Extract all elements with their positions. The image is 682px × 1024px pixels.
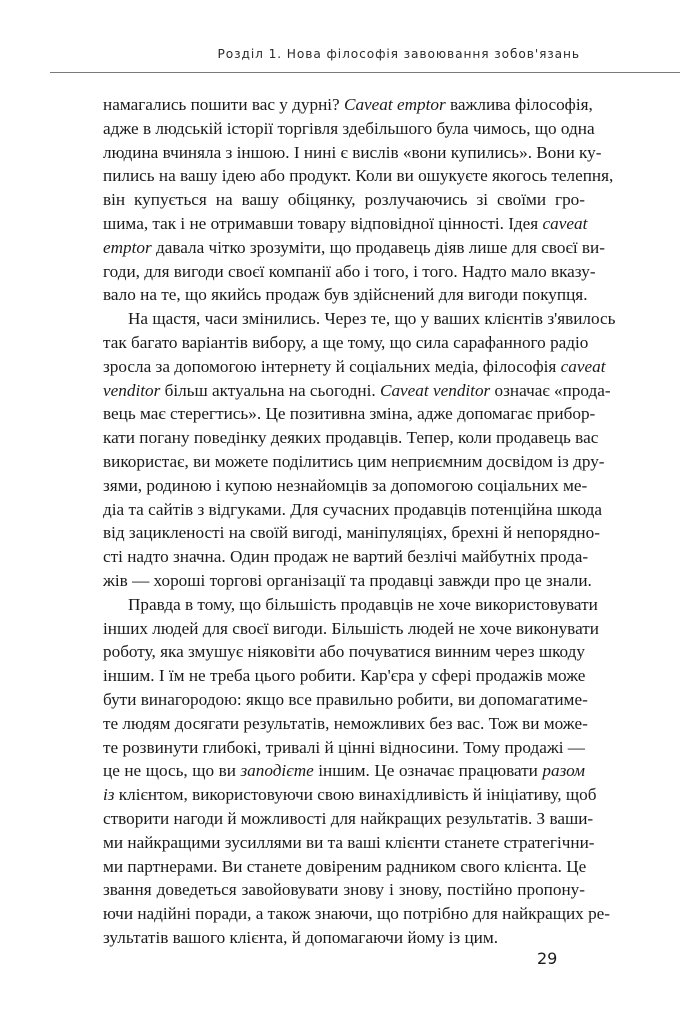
- text-run: інших людей для своєї вигоди. Більшість людей не хоче виконувати: [103, 618, 599, 638]
- text-run: іншим. І їм не треба цього робити. Кар'єра у сфері продажів може: [103, 666, 586, 686]
- text-line: [103, 283, 588, 307]
- text-line: [103, 664, 585, 688]
- text-line: [103, 593, 598, 617]
- text-run: людина вчиняла з іншою. І нині є вислів «вони купились». Вони ку-: [103, 142, 602, 162]
- text-run: вало на те, що якийсь продаж був здійснений для вигоди покупця.: [103, 285, 588, 305]
- text-run: На щастя, часи змінились. Через те, що у ваших клієнтів з'явилось: [128, 309, 616, 329]
- text-run: діа та сайтів з відгуками. Для сучасних продавців потенційна шкода: [103, 499, 603, 519]
- text-run: іншим. Це означає працювати: [313, 761, 543, 781]
- text-line: [103, 426, 599, 450]
- running-head: Розділ 1. Нова філософія завоювання зобов'язань: [217, 47, 580, 61]
- text-run: це не щось, що ви: [103, 761, 241, 781]
- text-run: ючи надійні поради, а також знаючи, що потрібно для найкращих ре-: [103, 904, 611, 924]
- text-line: [103, 807, 594, 831]
- text-line: [103, 236, 605, 260]
- text-line: [103, 926, 585, 950]
- text-line: [103, 307, 616, 331]
- italic-text: Caveat venditor: [379, 380, 491, 400]
- text-run: використає, ви можете поділитись цим неприємним досвідом із дру-: [103, 451, 605, 471]
- text-run: від зацикленості на своїй вигоді, маніпуляціях, брехні й непорядно-: [103, 523, 600, 543]
- text-line: [103, 712, 588, 736]
- text-run: зультатів вашого клієнта, й допомагаючи йому із цим.: [103, 927, 499, 947]
- text-run: клієнтом, використовуючи свою винахідливість й ініціативу, щоб: [114, 785, 597, 805]
- italic-text: Caveat emptor: [343, 95, 446, 114]
- text-run: ми партнерами. Ви станете довіреним радником свого клієнта. Це: [103, 856, 587, 876]
- text-run: вець має стерегтись». Це позитивна зміна, адже допомагає прибор-: [103, 404, 596, 424]
- text-line: [103, 141, 602, 165]
- text-line: [103, 521, 600, 545]
- text-line: [103, 498, 603, 522]
- text-run: так багато варіантів вибору, а ще тому, що сила сарафанного радіо: [103, 332, 589, 352]
- text-line: [103, 212, 588, 236]
- text-run: те розвинути глибокі, тривалі й цінні відносини. Тому продажі —: [103, 737, 585, 757]
- text-line: [103, 878, 585, 902]
- text-run: те людям досягати результатів, неможливих без вас. Тож ви може-: [103, 713, 588, 733]
- paragraph: [103, 93, 614, 307]
- text-run: кати погану поведінку деяких продавців. Тепер, коли продавець вас: [103, 428, 599, 448]
- italic-text: venditor: [103, 380, 161, 400]
- text-line: [103, 379, 611, 403]
- text-line: [103, 831, 595, 855]
- paragraph: [103, 593, 611, 950]
- text-run: годи, для вигоди своєї компанії або і того, і того. Надто мало вказу-: [103, 261, 596, 281]
- text-run: намагались пошити вас у дурні?: [103, 95, 344, 114]
- text-line: [103, 902, 611, 926]
- italic-text: заподієте: [240, 761, 314, 781]
- text-run: більш актуальна на сьогодні.: [160, 380, 380, 400]
- body-text: [103, 93, 616, 950]
- text-line: [103, 617, 599, 641]
- text-line: [103, 260, 596, 284]
- text-run: зями, родиною і купою незнайомців за допомогою соціальних ме-: [103, 475, 588, 495]
- text-run: означає «прода-: [490, 380, 611, 400]
- text-run: сті надто значна. Один продаж не вартий безлічі майбутніх прода-: [103, 547, 589, 567]
- italic-text: із: [103, 785, 115, 805]
- text-line: [103, 331, 589, 355]
- text-run: звання доведеться завойовувати знову і знову, постійно пропону-: [103, 880, 585, 900]
- italic-text: emptor: [103, 237, 152, 257]
- text-line: [103, 640, 585, 664]
- text-run: давала чітко зрозуміти, що продавець діяв лише для своєї ви-: [151, 237, 605, 257]
- text-run: пились на вашу ідею або продукт. Коли ви ошукуєте якогось телепня,: [103, 166, 614, 186]
- text-line: [103, 545, 589, 569]
- italic-text: разом: [542, 761, 585, 781]
- text-run: ми найкращими зусиллями ви та ваші клієнти станете стратегічни-: [103, 832, 595, 852]
- text-line: [103, 188, 585, 212]
- text-run: жів — хороші торгові організації та продавці завжди про це знали.: [103, 570, 592, 590]
- text-line: [103, 355, 606, 379]
- header-rule: [50, 72, 680, 73]
- text-line: [103, 736, 585, 760]
- text-line: [103, 93, 593, 117]
- italic-text: caveat: [542, 213, 588, 233]
- text-line: [103, 855, 585, 879]
- text-run: він купується на вашу обіцянку, розлучаючись зі своїми гро-: [103, 190, 585, 210]
- text-line: [103, 688, 588, 712]
- text-run: важлива філософія,: [445, 95, 593, 114]
- text-run: адже в людській історії торгівля здебільшого була чимось, що одна: [103, 118, 595, 138]
- text-line: [103, 117, 595, 141]
- italic-text: caveat: [560, 356, 606, 376]
- text-run: Правда в тому, що більшість продавців не хоче використовувати: [128, 594, 598, 614]
- text-run: шима, так і не отримавши товару відповідної цінності. Ідея: [103, 213, 543, 233]
- text-line: [103, 164, 614, 188]
- text-line: [103, 569, 592, 593]
- text-run: зросла за допомогою інтернету й соціальних медіа, філософія: [103, 356, 561, 376]
- page-number: 29: [537, 949, 558, 968]
- text-line: [103, 759, 585, 783]
- text-run: роботу, яка змушує ніяковіти або почуватися винним через шкоду: [103, 642, 585, 662]
- text-line: [103, 450, 605, 474]
- text-line: [103, 783, 597, 807]
- text-run: створити нагоди й можливості для найкращих результатів. З ваши-: [103, 808, 594, 828]
- text-run: бути винагородою: якщо все правильно робити, ви допомагатиме-: [103, 689, 588, 709]
- text-line: [103, 402, 596, 426]
- text-line: [103, 474, 588, 498]
- paragraph: [103, 307, 616, 593]
